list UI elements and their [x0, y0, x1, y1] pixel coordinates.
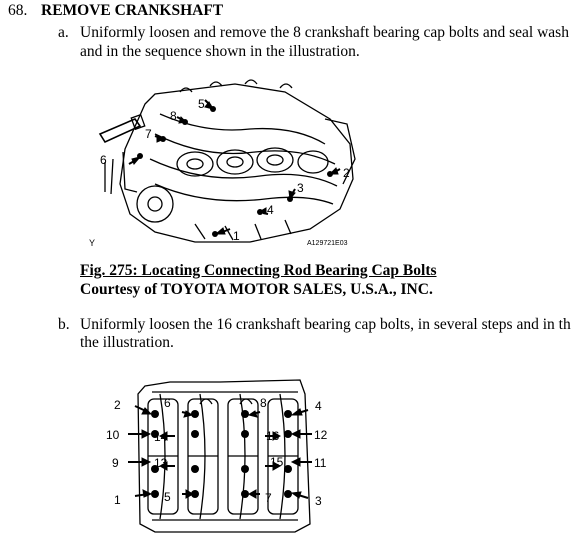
- bolt-callout-8: 8: [260, 396, 267, 410]
- bolt-callout-5: 5: [164, 490, 171, 504]
- bolt-callout-16: 16: [266, 429, 280, 443]
- item-a-line-2: and in the sequence shown in the illustration.: [80, 43, 360, 60]
- figure-code: A129721E03: [307, 240, 348, 247]
- callout-3: 3: [297, 181, 304, 195]
- step-title: REMOVE CRANKSHAFT: [41, 2, 224, 19]
- callout-8: 8: [170, 109, 177, 123]
- bolt-callout-4: 4: [315, 399, 322, 413]
- main-bearing-bolt-sequence-illustration: [100, 374, 340, 534]
- bolt-callout-15: 15: [270, 455, 284, 469]
- step-number: 68.: [8, 2, 28, 19]
- figure-caption: Fig. 275: Locating Connecting Rod Bearing Cap Bolts: [80, 262, 437, 279]
- item-a-line-1: Uniformly loosen and remove the 8 crankshaft bearing cap bolts and seal wash: [80, 24, 569, 41]
- callout-7: 7: [145, 127, 152, 141]
- bolt-callout-1: 1: [114, 493, 121, 507]
- bolt-callout-10: 10: [106, 428, 120, 442]
- item-a-marker: a.: [58, 24, 69, 41]
- bolt-callout-3: 3: [315, 494, 322, 508]
- bolt-callout-9: 9: [112, 456, 119, 470]
- figure-credit: Courtesy of TOYOTA MOTOR SALES, U.S.A., INC.: [80, 281, 433, 298]
- callout-2: 2: [343, 166, 350, 180]
- figure-corner-letter: Y: [89, 238, 96, 248]
- bolt-callout-11: 11: [314, 456, 327, 470]
- bolt-callout-6: 6: [164, 396, 171, 410]
- item-b-marker: b.: [58, 316, 70, 333]
- bolt-callout-13: 13: [154, 456, 168, 470]
- bolt-callout-12: 12: [314, 428, 328, 442]
- bolt-callout-7: 7: [265, 491, 272, 505]
- callout-6: 6: [100, 153, 107, 167]
- callout-1: 1: [233, 229, 240, 243]
- bolt-callout-2: 2: [114, 398, 121, 412]
- item-b-line-2: the illustration.: [80, 334, 174, 351]
- callout-5: 5: [198, 97, 205, 111]
- crankshaft-cap-bolt-illustration: [85, 64, 385, 254]
- item-b-line-1: Uniformly loosen the 16 crankshaft bearing cap bolts, in several steps and in th: [80, 316, 571, 333]
- bolt-callout-14: 14: [154, 430, 168, 444]
- callout-4: 4: [267, 203, 274, 217]
